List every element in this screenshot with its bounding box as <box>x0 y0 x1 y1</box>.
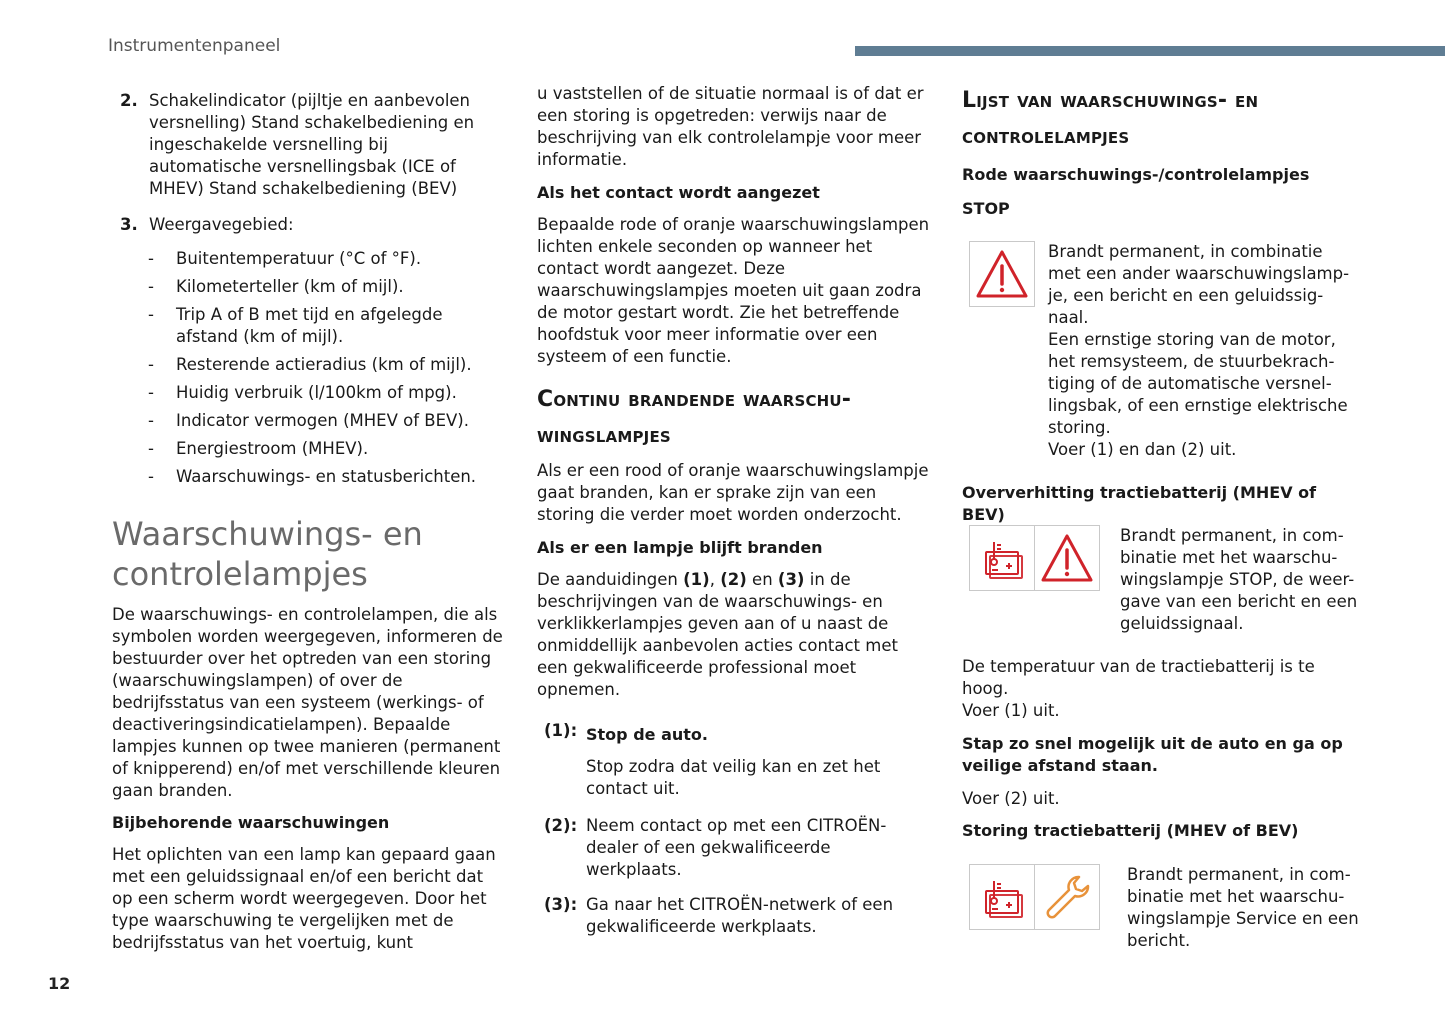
aanduidingen-paragraph: De aanduidingen (1), (2) en (3) in de beschrijvingen van de waarschuwings- en verklikkerlampjes geven aan of u naast de onmiddellijk aanbevolen acties contact met een gekwalificeerde professional moet opnemen. <box>537 570 898 699</box>
bijbehorende-paragraph: Het oplichten van een lamp kan gepaard gaan met een geluidssignaal en/of een bericht dat op een scherm wordt weergegeven. Door het type waarschuwing te vergelijken met de bedrijfsstatus van het voertuig, kunt <box>112 845 496 952</box>
battery-temperature-icon <box>970 865 1035 929</box>
subheading-storing: Storing tractiebatterij (MHEV of BEV) <box>962 821 1299 840</box>
list-item: - Buitentemperatuur (°C of °F). <box>148 248 508 270</box>
battery-fault-description: Brandt permanent, in com- binatie met het waarschu- wingslampje Service en een bericht. <box>1127 865 1359 950</box>
overheat-description: Brandt permanent, in com- binatie met het waarschu- wingslampje STOP, de weer- gave van een bericht en een geluidssignaal. <box>1120 526 1358 633</box>
temperature-paragraph: De temperatuur van de tractiebatterij is te hoog. Voer (1) uit. <box>962 657 1315 720</box>
subheading-oververhitting: Oververhitting tractiebatterij (MHEV of BEV) <box>962 483 1317 524</box>
header-bar <box>855 46 1445 56</box>
running-header: Instrumentenpaneel <box>108 36 281 56</box>
warning-triangle-icon <box>970 242 1034 306</box>
warning-triangle-icon <box>1035 526 1099 590</box>
subheading-stop: STOP <box>962 199 1010 218</box>
section-title: Waarschuwings- en controlelampjes <box>112 515 423 593</box>
list-item: - Indicator vermogen (MHEV of BEV). <box>148 410 508 432</box>
intro-paragraph: De waarschuwings- en controlelampen, die als symbolen worden weergegeven, informeren de bestuurder over het optreden van een storing (waarschuwingslampen) of over de bedrijfsstatus van een systeem (werkings- of deactiveringsindicatielampen). Bepaalde lampjes kunnen op twee manieren (permanent of knipperend) en/of met verschillende kleuren gaan branden. <box>112 605 503 800</box>
list-item: - Huidig verbruik (l/100km of mpg). <box>148 382 508 404</box>
list-item: - Energiestroom (MHEV). <box>148 438 508 460</box>
heading-lijst: Lijst van waarschuwings- en controlelampjes <box>962 88 1259 149</box>
battery-fault-lamp <box>969 864 1100 930</box>
continued-paragraph: u vaststellen of de situatie normaal is of dat er een storing is opgetreden: verwijs naar de beschrijving van elk controlelampje voor meer informatie. <box>537 84 924 169</box>
stop-warning-lamp <box>969 241 1035 307</box>
list-item: - Resterende actieradius (km of mijl). <box>148 354 508 376</box>
subheading-bijbehorende: Bijbehorende waarschuwingen <box>112 813 390 832</box>
subheading-lampje: Als er een lampje blijft branden <box>537 538 823 557</box>
stop-description: Brandt permanent, in combinatie met een ander waarschuwingslamp- je, een bericht en een geluidssig- naal. Een ernstige storing van de motor, het remsysteem, de stuurbekrach- tiging of de automatische versnel- lingsbak, of een ernstige elektrische storing. Voer (1) en dan (2) uit. <box>1048 242 1350 459</box>
subheading-contact: Als het contact wordt aangezet <box>537 183 820 202</box>
continu-paragraph: Als er een rood of oranje waarschuwingslampje gaat branden, kan er sprake zijn van een storing die verder moet worden onderzocht. <box>537 461 929 524</box>
contact-paragraph: Bepaalde rode of oranje waarschuwingslampen lichten enkele seconden op wanneer het contact wordt aangezet. Deze waarschuwingslampjes moeten uit gaan zodra de motor gestart wordt. Zie het betreffende hoofdstuk voor meer informatie over een systeem of een functie. <box>537 215 930 366</box>
voer-2: Voer (2) uit. <box>962 789 1060 808</box>
heading-continu: Continu brandende waarschu- wingslampjes <box>537 387 852 448</box>
list-item: - Trip A of B met tijd en afgelegde afstand (km of mijl). <box>148 304 508 348</box>
page-number: 12 <box>48 974 71 993</box>
overheat-warning-lamp <box>969 525 1100 591</box>
list-item: - Waarschuwings- en statusberichten. <box>148 466 508 488</box>
wrench-icon <box>1035 865 1099 929</box>
display-area-list <box>148 248 508 494</box>
list-item: - Kilometerteller (km of mijl). <box>148 276 508 298</box>
battery-temperature-icon <box>970 526 1035 590</box>
subheading-rode: Rode waarschuwings-/controlelampjes <box>962 165 1310 184</box>
bold-instruction: Stap zo snel mogelijk uit de auto en ga op veilige afstand staan. <box>962 734 1343 775</box>
